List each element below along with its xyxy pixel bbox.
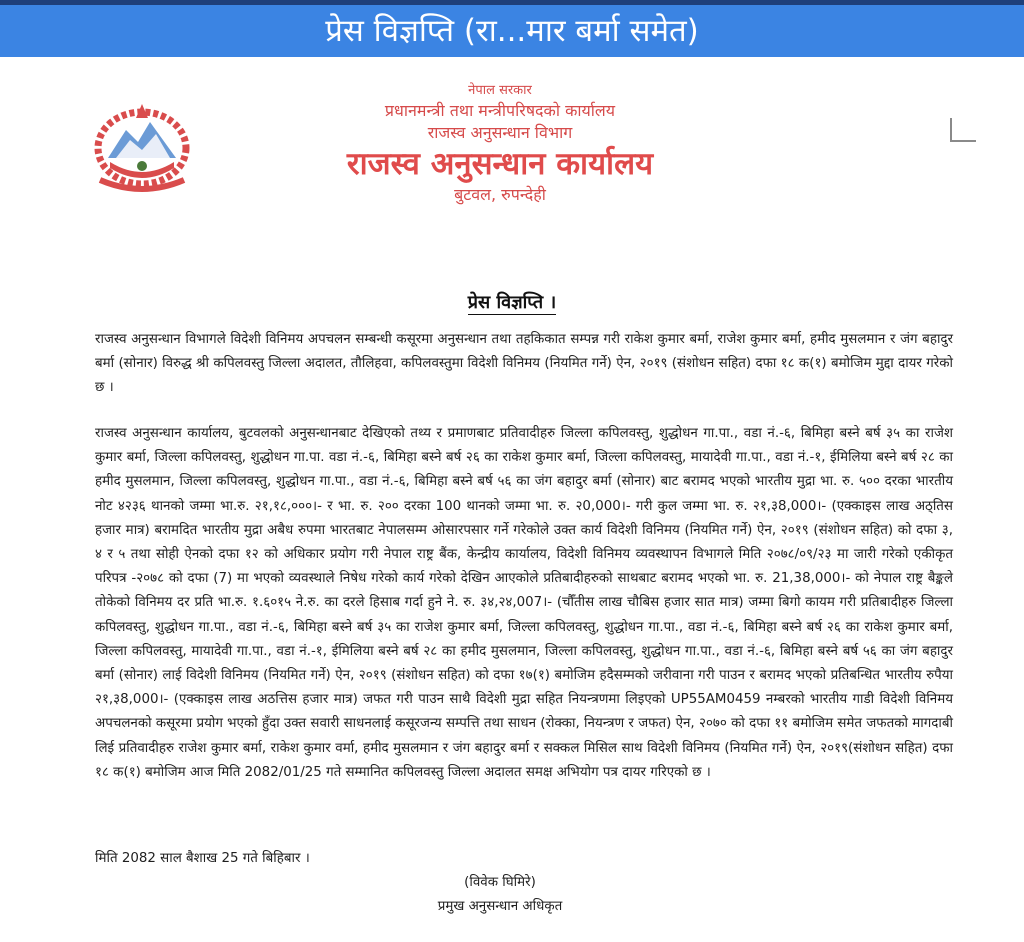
- corner-crop-mark: [950, 118, 976, 142]
- letterhead-ministry: प्रधानमन्त्री तथा मन्त्रीपरिषदको कार्यालय: [384, 101, 616, 120]
- document-title-text: प्रेस विज्ञप्ति ।: [467, 292, 557, 313]
- signatory-title: प्रमुख अनुसन्धान अधिकृत: [437, 899, 563, 914]
- paragraph-details: राजस्व अनुसन्धान कार्यालय, बुटवलको अनुसन्धानबाट देखिएको तथ्य र प्रमाणबाट प्रतिवादीहरु जिल्ला कपिलवस्तु, शुद्धोधन गा.पा., वडा नं.-६, बिमिहा बस्ने बर्ष ३५ का राजेश कुमार बर्मा, जिल्ला कपिलवस्तु, शुद्धोधन गा.पा. वडा नं.-६, बिमिहा बस्ने बर्ष २६ का राकेश कुमार बर्मा, जिल्ला कपिलवस्तु, मायादेवी गा.पा., वडा नं.-१, ईमिलिया बस्ने बर्ष २८ का हमीद मुसलमान, जिल्ला कपिलवस्तु, शुद्धोधन गा.पा., वडा नं.-६, बिमिहा बस्ने बर्ष ५६ का जंग बहादुर बर्मा (सोनार) बाट बरामद भएको भारतीय मुद्रा भा. रु. ५०० दरका भारतीय नोट ४२३६ थानको जम्मा भा.रु. २१,१८,०००।- र भा. रु. २०० दरका 100 थानको जम्मा भा. रु. २0,000।- गरी कुल जम्मा भा. रु. २१,३8,000।- (एक्काइस लाख अठ्तिस हजार मात्र) बरामदित भारतीय मुद्रा अबैध रुपमा भारतबाट नेपालसम्म ओसारपसार गर्ने गरेकोले उक्त कार्य विदेशी विनिमय (नियमित गर्ने) ऐन, २०१९ (संशोधन सहित) को दफा ३, ४ र ५ तथा सोही ऐनको दफा १२ को अधिकार प्रयोग गरी नेपाल राष्ट्र बैंक, केन्द्रीय कार्यालय, विदेशी विनिमय व्यवस्थापन विभागले मिति २०७८/०९/२३ मा जारी गरेको एकीकृत परिपत्र -२०७८ को दफा (7) मा भएको व्यवस्थाले निषेध गरेको कार्य गरेको देखिन आएकोले प्रतिबादीहरुको साथबाट बरामद भएको भा. रु. 21,38,000।- को नेपाल राष्ट्र बैङ्कले तोकेको विनिमय दर प्रति भा.रु. १.६०१५ ने.रु. का दरले हिसाब गर्दा हुने ने. रु. ३४,२४,007।- (चौँतीस लाख चौबिस हजार सात मात्र) जम्मा बिगो कायम गरी प्रतिबादीहरु जिल्ला कपिलवस्तु, शुद्धोधन गा.पा., वडा नं.-६, बिमिहा बस्ने बर्ष ३५ का राजेश कुमार बर्मा, जिल्ला कपिलवस्तु, शुद्धोधन गा.पा., वडा नं.-६, बिमिहा बस्ने बर्ष २६ का राकेश कुमार बर्मा, जिल्ला कपिलवस्तु, मायादेवी गा.पा., वडा नं.-१, ईमिलिया बस्ने बर्ष २८ का हमीद मुसलमान, जिल्ला कपिलवस्तु, शुद्धोधन गा.पा., वडा नं.-६, बिमिहा बस्ने बर्ष ५६ का जंग बहादुर बर्मा (सोनार) लाई विदेशी विनिमय (नियमित गर्ने) ऐन, २०१९ (संशोधन सहित) को दफा १७(१) बमोजिम हदैसम्मको जरीवाना गरी पाउन र बरामद भएको प्रतिबन्धित भारतीय रुपैया २१,३8,000।- (एक्काइस लाख अठत्तिस हजार मात्र) जफत गरी पाउन साथै विदेशी मुद्रा सहित नियन्त्रणमा लिइएको UP55AM0459 नम्बरको भारतीय गाडी विदेशी विनिमय अपचलनको कसूरमा प्रयोग भएको हुँदा उक्त सवारी साधनलाई कसूरजन्य सम्पत्ति तथा साधन (रोक्का, नियन्त्रण र जफत) ऐन, २०७० को दफा ११ बमोजिम समेत जफतको मागदाबी लिई प्रतिवादीहरु राजेश कुमार बर्मा, राकेश कुमार वर्मा, हमीद मुसलमान र जंग बहादुर बर्मा र सक्कल मिसिल साथ विदेशी विनिमय (नियमित गर्ने) ऐन, २०१९(संशोधन सहित) दफा १८ क(१) बमोजिम आज मिति 2082/01/25 गते सम्मानित कपिलवस्तु जिल्ला अदालत समक्ष अभियोग पत्र दायर गरिएको छ ।: [95, 426, 954, 780]
- letterhead-department: राजस्व अनुसन्धान विभाग: [427, 123, 573, 142]
- document-title: [0, 290, 1024, 314]
- signatory-name: (विवेक घिमिरे): [464, 875, 536, 890]
- letterhead-location: बुटवल, रुपन्देही: [454, 185, 546, 204]
- date-line: मिति 2082 साल बैशाख 25 गते बिहिबार ।: [95, 851, 310, 866]
- paragraph-summary: राजस्व अनुसन्धान विभागले विदेशी विनिमय अपचलन सम्बन्धी कसूरमा अनुसन्धान तथा तहकिकात सम्पन्न गरी राकेश कुमार बर्मा, राजेश कुमार बर्मा, हमीद मुसलमान र जंग बहादुर बर्मा (सोनार) विरुद्ध श्री कपिलवस्तु जिल्ला अदालत, तौलिहवा, कपिलवस्तुमा विदेशी विनिमय (नियमित गर्ने) ऐन, २०१९ (संशोधन सहित) दफा १८ क(१) बमोजिम मुद्दा दायर गरेको छ ।: [95, 332, 953, 396]
- letterhead-office: राजस्व अनुसन्धान कार्यालय: [346, 146, 654, 182]
- nepal-emblem-logo: [86, 96, 198, 196]
- letterhead-government: नेपाल सरकार: [468, 83, 532, 98]
- page-banner: प्रेस विज्ञप्ति (रा...मार बर्मा समेत): [0, 5, 1024, 57]
